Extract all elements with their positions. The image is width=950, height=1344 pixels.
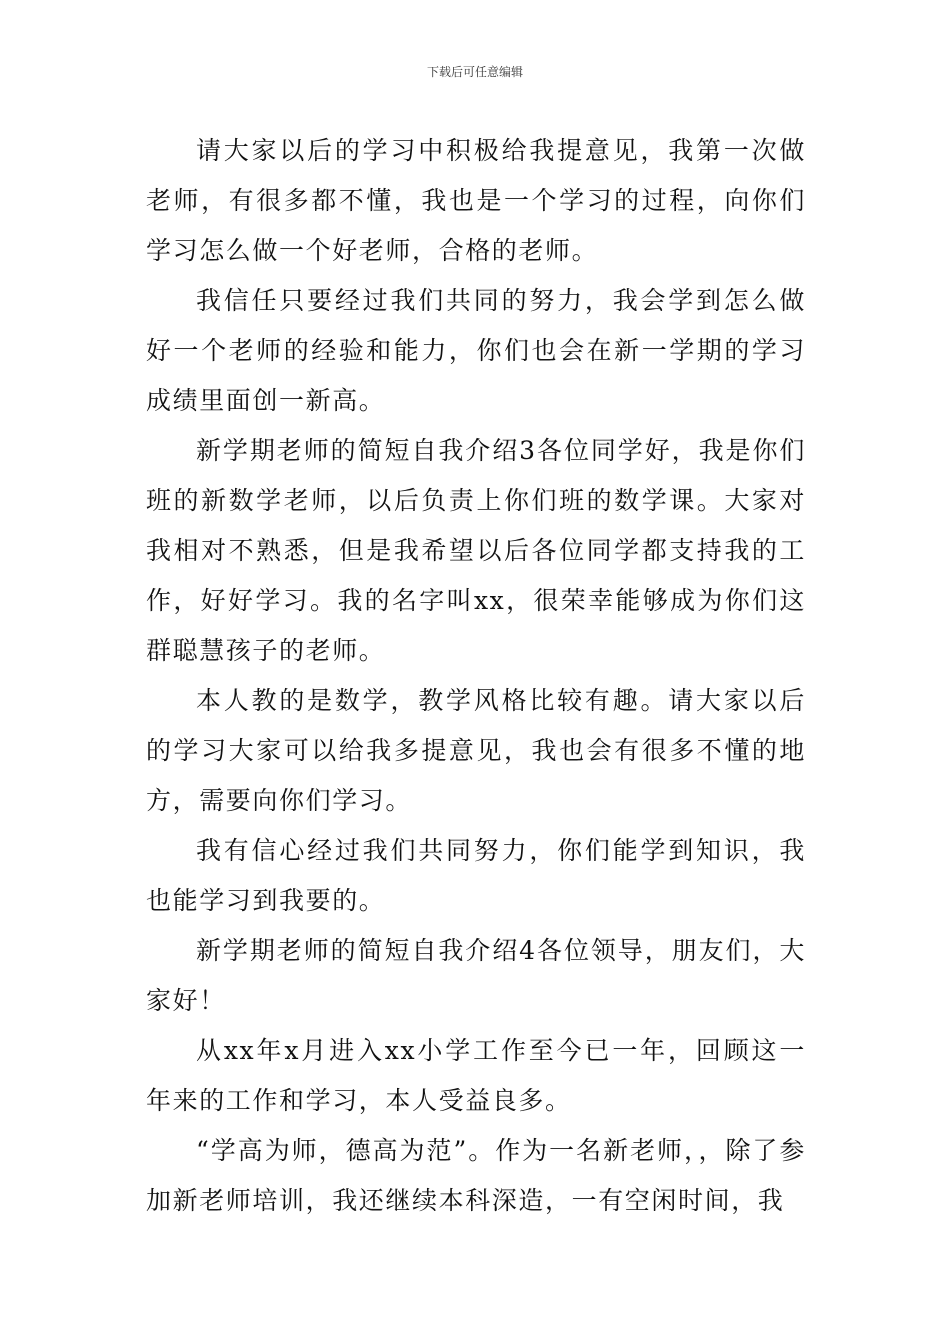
paragraph: 我信任只要经过我们共同的努力，我会学到怎么做好一个老师的经验和能力，你们也会在新一学期的学习成绩里面创一新高。: [146, 286, 806, 415]
paragraph: 新学期老师的简短自我介绍4各位领导，朋友们，大家好！: [146, 936, 806, 1015]
paragraph: 本人教的是数学，教学风格比较有趣。请大家以后的学习大家可以给我多提意见，我也会有很多不懂的地方，需要向你们学习。: [146, 686, 806, 815]
paragraph: 新学期老师的简短自我介绍3各位同学好，我是你们班的新数学老师，以后负责上你们班的数学课。大家对我相对不熟悉，但是我希望以后各位同学都支持我的工作，好好学习。我的名字叫xx，很荣幸能够成为你们这群聪慧孩子的老师。: [146, 436, 806, 665]
paragraph: “学高为师，德高为范”。作为一名新老师，，除了参加新老师培训，我还继续本科深造，一有空闲时间，我: [146, 1136, 806, 1215]
paragraph: 请大家以后的学习中积极给我提意见，我第一次做老师，有很多都不懂，我也是一个学习的过程，向你们学习怎么做一个好老师，合格的老师。: [146, 136, 806, 265]
paragraph: 从xx年x月进入xx小学工作至今已一年，回顾这一年来的工作和学习，本人受益良多。: [146, 1036, 806, 1115]
document-body: [146, 126, 806, 1226]
page-header: 下载后可任意编辑: [426, 65, 523, 79]
paragraph: 我有信心经过我们共同努力，你们能学到知识，我也能学习到我要的。: [146, 836, 806, 915]
